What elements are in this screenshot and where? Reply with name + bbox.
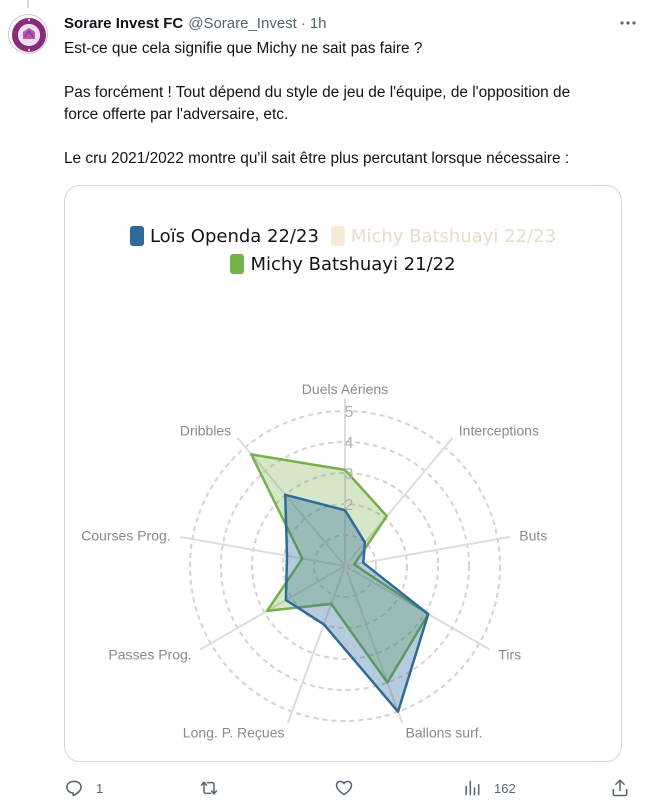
axis-label: Buts bbox=[519, 527, 548, 544]
legend-label: Michy Batshuayi 22/23 bbox=[350, 225, 557, 247]
legend-item-batshuayi-2223[interactable] bbox=[331, 226, 556, 247]
legend-label: Loïs Openda 22/23 bbox=[149, 225, 319, 247]
more-icon bbox=[618, 13, 638, 33]
action-bar bbox=[64, 776, 644, 800]
tick-label: 5 bbox=[344, 404, 354, 421]
reply-icon bbox=[64, 778, 84, 798]
axis-label: Tirs bbox=[498, 646, 522, 663]
axis-label: Interceptions bbox=[458, 422, 539, 439]
thread-line bbox=[27, 0, 29, 8]
tweet-paragraph: Pas forcément ! Tout dépend du style de jeu de l'équipe, de l'opposition de bbox=[64, 84, 571, 101]
views-button[interactable] bbox=[462, 778, 610, 798]
tweet-paragraph: force offerte par l'adversaire, etc. bbox=[64, 106, 289, 123]
reply-button[interactable] bbox=[64, 778, 199, 798]
share-icon bbox=[610, 778, 630, 798]
axis-label: Long. P. Reçues bbox=[182, 724, 285, 741]
axis-label: Courses Prog. bbox=[81, 527, 171, 544]
legend-label: Michy Batshuayi 21/22 bbox=[250, 253, 456, 275]
series-polygon bbox=[285, 495, 428, 712]
like-icon bbox=[334, 778, 354, 798]
more-button[interactable] bbox=[616, 12, 640, 34]
tick-label: 4 bbox=[344, 435, 354, 452]
chart-legend bbox=[65, 222, 621, 278]
avatar[interactable] bbox=[8, 14, 48, 54]
axis-label: Passes Prog. bbox=[108, 646, 192, 663]
legend-swatch bbox=[230, 254, 244, 274]
tick-label: 3 bbox=[344, 466, 354, 483]
axis-label: Dribbles bbox=[179, 422, 232, 439]
axis-label: Duels Aériens bbox=[301, 381, 389, 397]
axis-label: Ballons surf. bbox=[405, 724, 483, 741]
tick-label: 0 bbox=[344, 559, 354, 576]
separator-dot: · bbox=[300, 14, 306, 32]
legend-item-batshuayi-2122[interactable] bbox=[230, 254, 455, 275]
tweet-media-chart[interactable] bbox=[64, 185, 622, 762]
retweet-button[interactable] bbox=[199, 778, 334, 798]
retweet-icon bbox=[199, 778, 219, 798]
legend-item-openda[interactable] bbox=[130, 226, 319, 247]
tick-label: 1 bbox=[344, 528, 354, 545]
author-handle[interactable]: @Sorare_Invest bbox=[188, 14, 297, 32]
views-count: 162 bbox=[494, 780, 516, 796]
tweet-paragraph: Est-ce que cela signifie que Michy ne sait pas faire ? bbox=[64, 40, 423, 57]
share-button[interactable] bbox=[610, 778, 630, 798]
author-name[interactable]: Sorare Invest FC bbox=[64, 14, 184, 32]
tick-label: 2 bbox=[344, 497, 354, 514]
like-button[interactable] bbox=[334, 778, 462, 798]
tweet-time[interactable]: 1h bbox=[309, 14, 327, 32]
tweet-text bbox=[64, 38, 644, 170]
reply-count: 1 bbox=[96, 780, 104, 796]
legend-swatch bbox=[130, 226, 144, 246]
views-icon bbox=[462, 778, 482, 798]
sorare-invest-logo bbox=[9, 15, 48, 54]
tweet-paragraph: Le cru 2021/2022 montre qu'il sait être plus percutant lorsque nécessaire : bbox=[64, 150, 570, 167]
legend-swatch bbox=[331, 226, 345, 246]
tweet-header bbox=[64, 12, 327, 34]
